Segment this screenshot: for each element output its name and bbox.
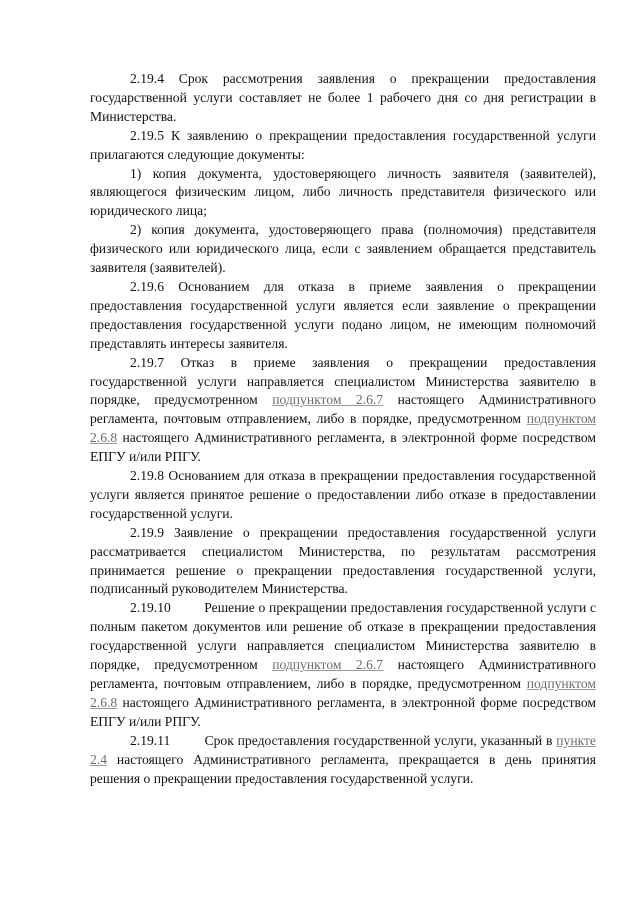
- paragraph-text: настоящего Административного регламента, почтовым отправлением, либо в порядке, предусмотренном: [90, 392, 596, 427]
- list-item-2: 2) копия документа, удостоверяющего права (полномочия) представителя физического или юридического лица, если с заявлением обращается представитель заявителя (заявителей).: [90, 222, 596, 276]
- paragraph-text: 2.19.11 Срок предоставления государственной услуги, указанный в: [130, 732, 557, 748]
- paragraph-2-19-8: 2.19.8 Основанием для отказа в прекращении предоставления государственной услуги является принятое решение о предоставлении либо отказе в предоставлении государственной услуги.: [90, 468, 596, 521]
- paragraph-2-19-4: 2.19.4 Срок рассмотрения заявления о прекращении предоставления государственной услуги составляет не более 1 рабочего дня со дня регистрации в Министерства.: [90, 71, 596, 124]
- paragraph-text: 2.19.10 Решение о прекращении предоставления государственной услуги с полным пакетом документов или решение об отказе в прекращении предоставления государственной услуги направляется специалистом Министерства заявителю в порядке, предусмотренном: [90, 600, 596, 673]
- paragraph-2-19-9: 2.19.9 Заявление о прекращении предоставления государственной услуги рассматривается специалистом Министерства, по результатам рассмотрения принимается решение о прекращении предоставления государственной услуги, подписанный руководителем Министерства.: [90, 524, 596, 597]
- paragraph-2-19-7: [90, 354, 596, 467]
- link-item-2-4[interactable]: пункте 2.4: [90, 732, 596, 767]
- paragraph-text: настоящего Административного регламента, в электронной форме посредством ЕПГУ и/или РПГУ.: [90, 430, 596, 465]
- paragraph-text: настоящего Административного регламента, прекращается в день принятия решения о прекращении предоставления государственной услуги.: [90, 751, 596, 786]
- link-subitem-2-6-7[interactable]: подпунктом 2.6.7: [272, 657, 384, 673]
- link-subitem-2-6-8[interactable]: подпунктом 2.6.8: [90, 411, 596, 446]
- paragraph-text: настоящего Административного регламента, почтовым отправлением, либо в порядке, предусмотренном: [90, 657, 596, 691]
- list-item-1: 1) копия документа, удостоверяющего личность заявителя (заявителей), являющегося физическим лицом, либо личность представителя физического или юридического лица;: [90, 165, 596, 219]
- paragraph-2-19-5: 2.19.5 К заявлению о прекращении предоставления государственной услуги прилагаются следующие документы:: [90, 127, 596, 162]
- paragraph-2-19-11: [90, 732, 596, 789]
- paragraph-text: настоящего Административного регламента, в электронной форме посредством ЕПГУ и/или РПГУ.: [90, 694, 596, 729]
- link-subitem-2-6-8[interactable]: подпунктом 2.6.8: [90, 676, 596, 710]
- paragraph-2-19-10: [90, 599, 596, 731]
- paragraph-2-19-6: 2.19.6 Основанием для отказа в приеме заявления о прекращении предоставления государственной услуги является если заявление о прекращении предоставления государственной услуги подано лицом, не имеющим полномочий представлять интересы заявителя.: [90, 278, 596, 351]
- paragraph-text: 2.19.7 Отказ в приеме заявления о прекращении предоставления государственной услуги направляется специалистом Министерства заявителю в порядке, предусмотренном: [90, 354, 596, 408]
- link-subitem-2-6-7[interactable]: подпунктом 2.6.7: [272, 392, 384, 408]
